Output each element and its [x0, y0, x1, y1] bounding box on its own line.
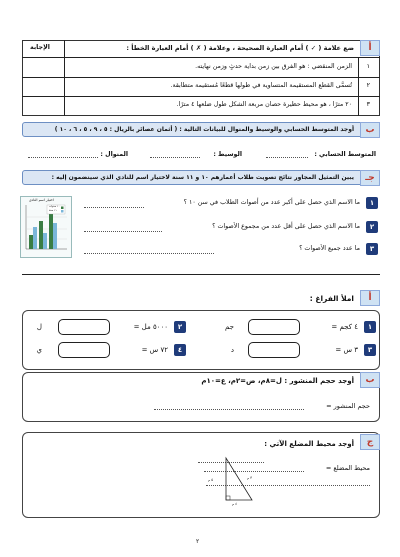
row-divider [22, 96, 380, 97]
perimeter-label: محيط المضلع = [325, 464, 370, 472]
mean-answer-line[interactable] [266, 157, 308, 158]
statement-text: تُسمَّى القطع المستقيمة المتساوية في طولها قطعًا مُستقيمة متطابقة. [170, 82, 352, 89]
statement-number: ١ [366, 63, 370, 70]
bar [49, 213, 53, 249]
answer-box[interactable] [58, 319, 110, 335]
section-1-title: ضع علامة ( ✓ ) أمام العبارة الصحيحة ، وعلامة ( ✗ ) أمام العبارة الخطأ : [126, 44, 354, 52]
section-6-title: أوجد محيط المضلع الآتي : [264, 440, 354, 448]
unit-label: جم [225, 323, 234, 331]
section-5-letter: ب [360, 372, 380, 388]
given-value: ٥٠٠٠ مل = [133, 323, 168, 331]
mode-answer-line[interactable] [28, 157, 98, 158]
legend-entry: ١٠ سنوات [49, 205, 60, 208]
section-3-letter: جـ [360, 170, 380, 186]
item-badge: ٣ [364, 344, 376, 356]
answer-column-header: الإجابة [30, 44, 50, 51]
question-text: ما الاسم الذي حصل على أقل عدد من مجموع الأصوات ؟ [212, 223, 360, 230]
section-1-letter: أ [360, 40, 380, 56]
legend-entry: ١١ سنة [49, 209, 57, 212]
page-number: ٢ [196, 538, 200, 545]
statement-text: الزمن المنقضي : هو الفرق بين زمن بداية حدثٍ وزمن نهايته. [195, 63, 352, 70]
question-badge: ٣ [366, 243, 378, 255]
club-vote-chart [20, 196, 72, 258]
statement-text: ٢٠ مترًا ، هو محيط حظيرة حصان مربعة الشكل طول ضلعها ٤ مترًا. [176, 101, 352, 108]
bar [29, 235, 33, 249]
question-badge: ٢ [366, 221, 378, 233]
section-4-letter: أ [360, 290, 380, 306]
section-2-letter: ب [360, 122, 380, 138]
statement-number: ٢ [366, 82, 370, 89]
answer-column-divider [64, 40, 65, 116]
answer-line[interactable] [84, 231, 162, 232]
unit-label: ي [36, 346, 42, 354]
legend-swatch [61, 207, 64, 210]
right-triangle-figure [220, 456, 260, 506]
row-divider [22, 77, 380, 78]
answer-box[interactable] [58, 342, 110, 358]
answer-box[interactable] [248, 319, 300, 335]
median-label: الوسيط : [213, 151, 242, 158]
section-4-title: املأ الفراغ : [309, 294, 354, 303]
side-label: ٤ م [232, 502, 238, 506]
page-separator [22, 274, 380, 275]
answer-box[interactable] [248, 342, 300, 358]
bar [39, 221, 43, 249]
bar [53, 223, 57, 249]
row-divider [22, 57, 380, 58]
answer-line[interactable] [84, 253, 214, 254]
answer-line[interactable] [84, 207, 144, 208]
side-label: ٣ م [247, 476, 253, 480]
legend-swatch [61, 210, 64, 213]
side-label: ٥ م [208, 478, 214, 482]
unit-label: د [230, 346, 234, 354]
section-5-title: أوجد حجم المنشور : ل=٨م، ض=٢م، ع=١٠م [201, 377, 354, 385]
item-badge: ٢ [174, 321, 186, 333]
section-3-title: يبين التمثيل المجاور نتائج تصويت طلاب أعمارهم ١٠ و ١١ سنة لاختيار اسم للنادي الذي سينضمون إليه : [51, 174, 354, 181]
question-text: ما الاسم الذي حصل على أكبر عدد من أصوات الطلاب في سن ١٠ ؟ [183, 199, 360, 206]
given-value: ٣ س = [335, 346, 358, 354]
question-badge: ١ [366, 197, 378, 209]
bar [33, 227, 37, 249]
mode-label: المنوال : [100, 151, 128, 158]
unit-label: ل [36, 323, 42, 331]
chart-plot [21, 197, 71, 257]
number-column-divider [358, 57, 359, 116]
chart-title: اختيار اسم النادي [29, 198, 54, 202]
statement-number: ٣ [366, 101, 370, 108]
given-value: ٧٢ س = [141, 346, 168, 354]
mean-label: المتوسط الحسابي : [314, 151, 376, 158]
bar [43, 233, 47, 249]
section-6-letter: ج [360, 434, 380, 450]
volume-answer-line[interactable] [154, 409, 304, 410]
given-value: ٤ كجم = [331, 323, 358, 331]
median-answer-line[interactable] [150, 157, 200, 158]
item-badge: ١ [364, 321, 376, 333]
section-2-title: أوجد المتوسط الحسابي والوسيط والمنوال للبيانات التالية : ( أثمان عصائر بالريال : ٥ ، ٩ ، ٥ ، ٦ ، ١٠ ) [54, 126, 354, 133]
question-text: ما عدد جميع الأصوات ؟ [299, 245, 360, 252]
volume-label: حجم المنشور = [326, 402, 370, 410]
item-badge: ٤ [174, 344, 186, 356]
